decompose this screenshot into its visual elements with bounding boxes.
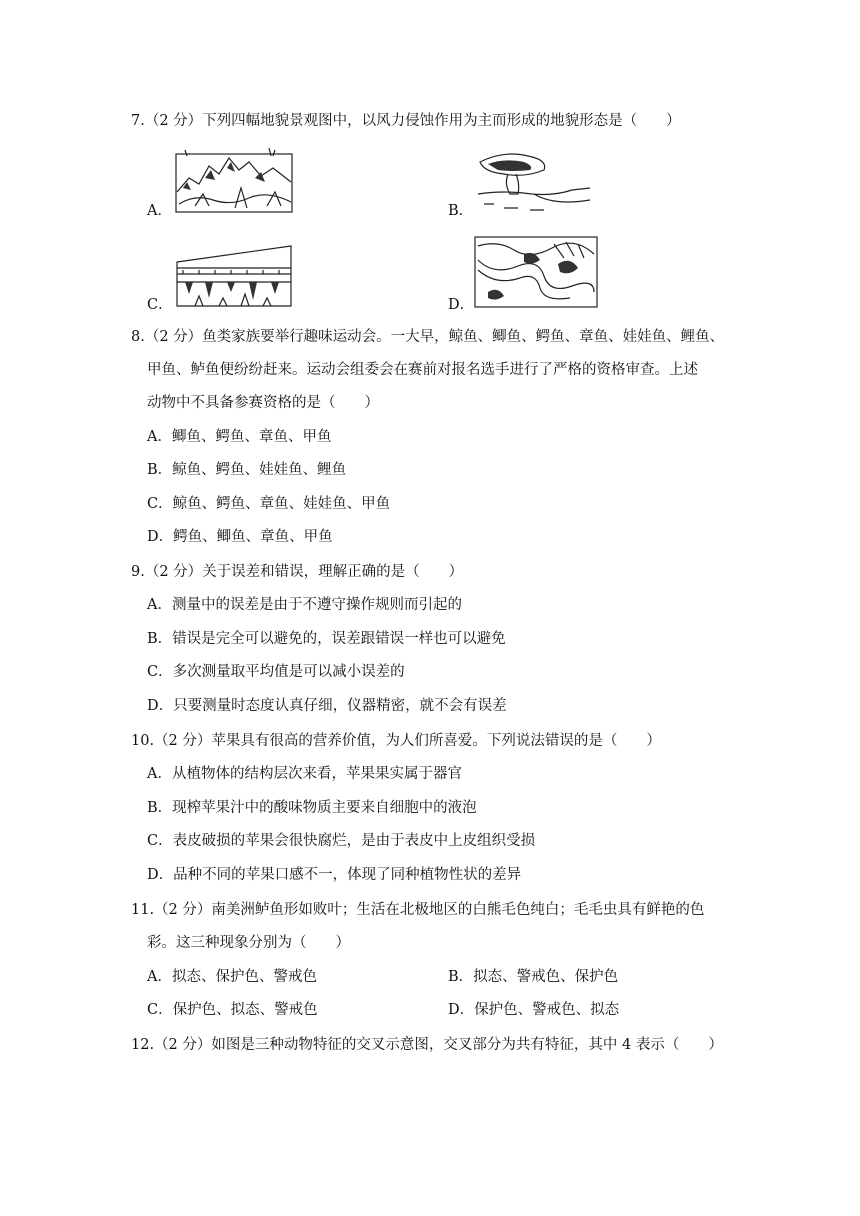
q10-option-b[interactable]: B．现榨苹果汁中的酸味物质主要来自细胞中的液泡 <box>147 800 477 816</box>
q12-stem: 12.（2 分）如图是三种动物特征的交叉示意图，交叉部分为共有特征，其中 4 表示（ ） <box>131 1037 723 1053</box>
q9-option-a[interactable]: A．测量中的误差是由于不遵守操作规则而引起的 <box>147 597 462 613</box>
q8-option-d[interactable]: D．鳄鱼、鲫鱼、章鱼、甲鱼 <box>147 529 333 545</box>
q11-stem-line-2: 彩。这三种现象分别为（ ） <box>147 935 350 951</box>
q8-stem-line-2: 甲鱼、鲈鱼便纷纷赶来。运动会组委会在赛前对报名选手进行了严格的资格审查。上述 <box>147 362 698 378</box>
q8-option-a[interactable]: A．鲫鱼、鳄鱼、章鱼、甲鱼 <box>147 429 332 445</box>
q10-option-a[interactable]: A．从植物体的结构层次来看，苹果果实属于器官 <box>147 766 462 782</box>
q10-stem: 10.（2 分）苹果具有很高的营养价值，为人们所喜爱。下列说法错误的是（ ） <box>131 733 661 749</box>
q7-option-c[interactable] <box>147 240 297 316</box>
q9-option-b[interactable]: B．错误是完全可以避免的，误差跟错误一样也可以避免 <box>147 631 506 647</box>
mountain-landscape-sketch <box>175 148 293 214</box>
q7-stem: 7.（2 分）下列四幅地貌景观图中，以风力侵蚀作用为主而形成的地貌形态是（ ） <box>131 113 681 129</box>
q8-option-c[interactable]: C．鲸鱼、鳄鱼、章鱼、娃娃鱼、甲鱼 <box>147 496 391 512</box>
q7-option-a-label: A． <box>147 203 172 219</box>
q8-stem-line-3: 动物中不具备参赛资格的是（ ） <box>147 395 379 411</box>
q7-option-a[interactable] <box>147 146 297 222</box>
mushroom-rock-sketch <box>474 150 594 214</box>
q11-option-b[interactable]: B．拟态、警戒色、保护色 <box>448 969 619 985</box>
q7-option-b[interactable] <box>448 146 598 222</box>
q11-stem-line-1: 11.（2 分）南美洲鲈鱼形如败叶；生活在北极地区的白熊毛色纯白；毛毛虫具有鲜艳的色 <box>131 902 705 918</box>
q10-option-c[interactable]: C．表皮破损的苹果会很快腐烂，是由于表皮中上皮组织受损 <box>147 833 536 849</box>
karst-cave-sketch <box>175 242 295 308</box>
q7-option-b-label: B． <box>448 203 474 219</box>
q9-option-c[interactable]: C．多次测量取平均值是可以减小误差的 <box>147 664 405 680</box>
q9-stem: 9.（2 分）关于误差和错误，理解正确的是（ ） <box>131 564 464 580</box>
q7-option-d[interactable] <box>448 236 598 316</box>
q11-option-c[interactable]: C．保护色、拟态、警戒色 <box>147 1002 318 1018</box>
q9-option-d[interactable]: D．只要测量时态度认真仔细，仪器精密，就不会有误差 <box>147 698 507 714</box>
q7-option-d-label: D． <box>448 297 475 313</box>
q8-option-b[interactable]: B．鲸鱼、鳄鱼、娃娃鱼、鲤鱼 <box>147 462 347 478</box>
river-meander-sketch <box>474 236 598 308</box>
q8-stem-line-1: 8.（2 分）鱼类家族要举行趣味运动会。一大早，鲸鱼、鲫鱼、鳄鱼、章鱼、娃娃鱼、鲤鱼、 <box>131 329 725 345</box>
q11-option-d[interactable]: D．保护色、警戒色、拟态 <box>448 1002 620 1018</box>
q7-option-c-label: C． <box>147 297 173 313</box>
q10-option-d[interactable]: D．品种不同的苹果口感不一，体现了同种植物性状的差异 <box>147 867 522 883</box>
q11-option-a[interactable]: A．拟态、保护色、警戒色 <box>147 969 317 985</box>
